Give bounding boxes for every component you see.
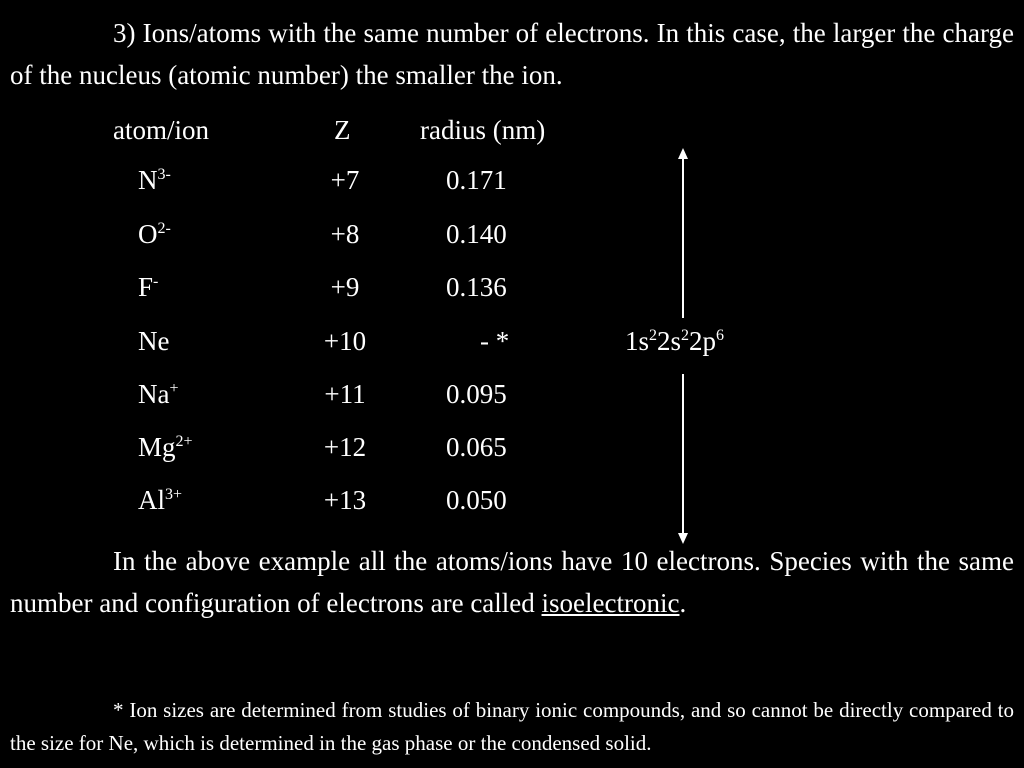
explanation-paragraph: In the above example all the atoms/ions have 10 electrons. Species with the same number and configuration of electrons are called isoelectronic. [10,546,1014,618]
charge-superscript: 2+ [175,433,193,450]
row-symbol-ne: Ne [138,326,170,356]
row-z-n: +7 [330,165,360,195]
row-z-na: +11 [324,379,366,409]
row-symbol-o: $O^{2-}$ [138,219,171,249]
row-z-f: +9 [330,272,360,302]
header-z: Z [334,115,351,145]
row-symbol-al: $Al^{3+}$ [138,485,183,515]
charge-superscript: 3- [157,166,171,183]
row-radius-mg: 0.065 [446,432,507,462]
row-radius-ne: - * [480,326,510,356]
row-radius-f: 0.136 [446,272,507,302]
charge-superscript: 2- [157,220,171,237]
row-z-o: +8 [330,219,360,249]
row-symbol-f: F- [138,272,159,302]
row-z-ne: +10 [323,326,367,356]
header-atom-ion: atom/ion [113,115,209,145]
footnote-paragraph: * Ion sizes are determined from studies of binary ionic compounds, and so cannot be directly compared to the size for Ne, which is determined in the gas phase or the condensed solid. [10,698,1014,755]
row-radius-n: 0.171 [446,165,507,195]
header-radius: radius (nm) [420,115,546,145]
row-radius-na: 0.095 [446,379,507,409]
intro-paragraph: 3) Ions/atoms with the same number of electrons. In this case, the larger the charge of the nucleus (atomic number) the smaller the ion. [10,18,1014,90]
row-radius-o: 0.140 [446,219,507,249]
charge-superscript: + [169,380,179,397]
isoelectronic-term: isoelectronic [541,588,680,618]
charge-superscript: 3+ [165,486,183,503]
charge-superscript: - [153,273,159,290]
row-z-mg: +12 [323,432,367,462]
row-symbol-na: Na+ [138,379,179,409]
row-symbol-n: $N^{3-}$ [138,165,171,195]
row-z-al: +13 [323,485,367,515]
row-radius-al: 0.050 [446,485,507,515]
electron-configuration: $1s^22s^22p^6$ [625,326,725,356]
row-symbol-mg: $Mg^{2+}$ [138,432,193,462]
